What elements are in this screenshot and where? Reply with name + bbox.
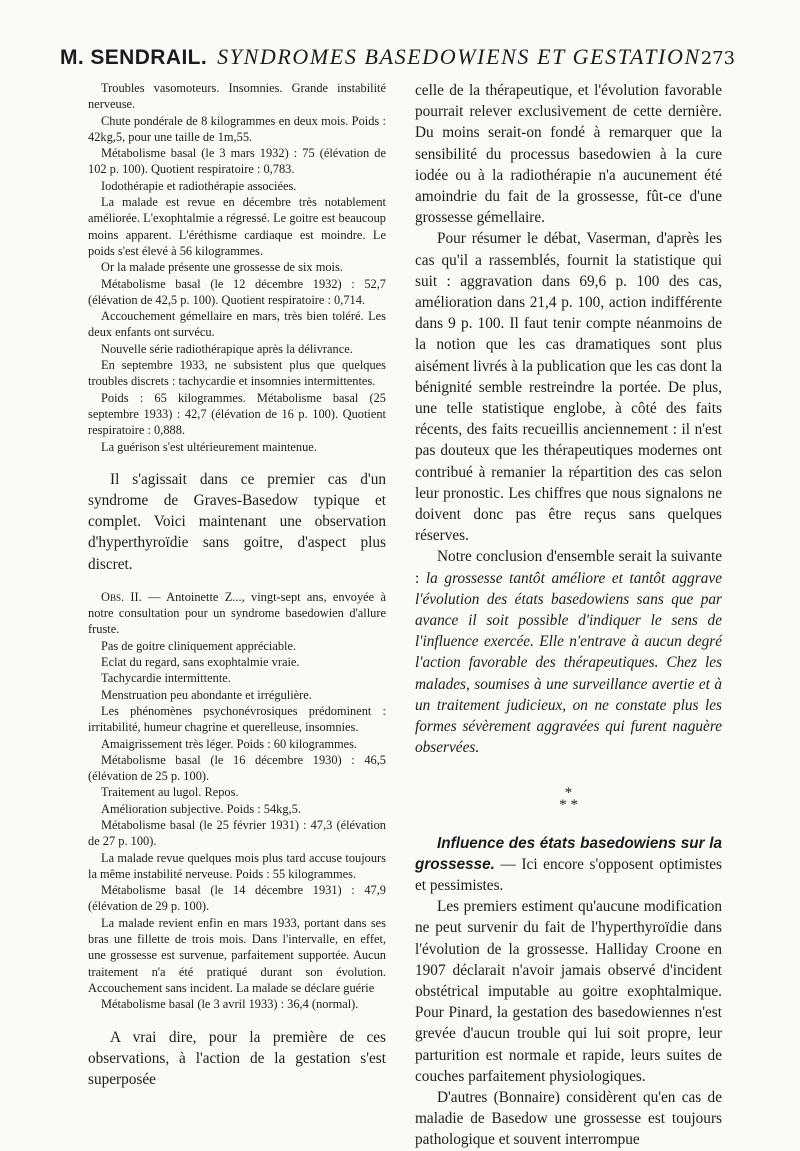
running-header [60, 44, 736, 76]
case-2-notes [88, 589, 386, 1013]
asterism-divider [415, 784, 722, 813]
transition-paragraph: Il s'agissait dans ce premier cas d'un syndrome de Graves-Basedow typique et complet. Voici maintenant une observation d'hyperthyroïdie sans goitre, d'aspect plus discret. [88, 470, 386, 573]
left-column [88, 80, 386, 1090]
case-note: La malade revient enfin en mars 1933, portant dans ses bras une fillette de trois mois. Dans l'intervalle, en effet, une grossesse est survenue, parfaitement supportée. Aucun traitement n'a été pratiqué durant son évolution. Accouchement sans incident. La malade se déclare guérie [88, 915, 386, 995]
asterism-top: * [564, 784, 573, 801]
case-note: Chute pondérale de 8 kilogrammes en deux mois. Poids : 42kg,5, pour une taille de 1m,55. [88, 113, 386, 144]
case-note: Menstruation peu abondante et irrégulière. [101, 687, 312, 702]
case-note: Eclat du regard, sans exophtalmie vraie. [101, 655, 300, 670]
conclusion-italic: la grossesse tantôt améliore et tantôt aggrave l'évolution des états basedowiens sans que par avance il soit possible d'indiquer le sens de l'influence exercée. Elle n'entrave à aucun degré l'action favorable des thérapeutiques. Chez les malades, soumises à une surveillance avertie et à un traitement judicieux, on ne constate plus les formes sévèrement aggravées qui furent naguère observées. [415, 569, 723, 757]
header-title: SYNDROMES BASEDOWIENS ET GESTATION [217, 44, 701, 69]
page-number: 273 [700, 48, 736, 69]
closing-paragraph: A vrai dire, pour la première de ces observations, à l'action de la gestation s'est superposée [88, 1028, 386, 1088]
case-note: Tachycardie intermittente. [101, 671, 231, 686]
case-note: Amaigrissement très léger. Poids : 60 kilogrammes. [101, 736, 358, 751]
case-note: La malade revue quelques mois plus tard accuse toujours la même instabilité nerveuse. Poids : 55 kilogrammes. [88, 850, 386, 881]
case-note: La guérison s'est ultérieurement maintenue. [101, 439, 317, 454]
case-note: Troubles vasomoteurs. Insomnies. Grande instabilité nerveuse. [88, 81, 386, 112]
case-note: Métabolisme basal (le 3 avril 1933) : 36,4 (normal). [101, 997, 359, 1012]
case-note: Poids : 65 kilogrammes. Métabolisme basal (25 septembre 1933) : 42,7 (élévation de 16 p. 100). Quotient respiratoire : 0,888. [88, 390, 386, 438]
case-note: Métabolisme basal (le 12 décembre 1932) : 52,7 (élévation de 42,5 p. 100). Quotient respiratoire : 0,714. [88, 276, 386, 307]
case-note: Métabolisme basal (le 25 février 1931) : 47,3 (élévation de 27 p. 100). [88, 818, 386, 849]
case-note: Métabolisme basal (le 3 mars 1932) : 75 (élévation de 102 p. 100). Quotient respiratoire : 0,783. [88, 146, 386, 177]
header-author: M. SENDRAIL. [60, 46, 208, 69]
case-note: Or la malade présente une grossesse de six mois. [101, 260, 343, 275]
section-paragraph [415, 833, 722, 897]
case-note: Accouchement gémellaire en mars, très bien toléré. Les deux enfants ont survécu. [88, 309, 386, 340]
section-title: Influence des états basedowiens sur la grossesse. [415, 834, 722, 873]
case-note: Les phénomènes psychonévrosiques prédominent : irritabilité, humeur chagrine et querelleuse, insomnies. [88, 703, 386, 735]
case-note: Métabolisme basal (le 14 décembre 1931) : 47,9 (élévation de 29 p. 100). [88, 883, 386, 914]
conclusion-lead: Notre conclusion d'ensemble serait la suivante : [415, 548, 722, 587]
case-note: Métabolisme basal (le 16 décembre 1930) : 46,5 (élévation de 25 p. 100). [88, 752, 386, 784]
continued-paragraph: celle de la thérapeutique, et l'évolution favorable pourrait relever exclusivement de cette dernière. Du moins serait-on fondé à remarquer que la sensibilité du processus basedowien à la cure iodée ou à la radiothérapie n'a aucunement été amoindrie du fait de la grossesse, fût-ce d'une grossesse gémellaire. [415, 82, 722, 227]
optimists-paragraph: Les premiers estiment qu'aucune modification ne peut survenir du fait de l'hyperthyroïdie dans l'évolution de la grossesse. Halliday Croone en 1907 déclarait n'avoir jamais observé d'incident obstétrical imputable au goitre exophtalmique. Pour Pinard, la gestation des basedowiennes n'est grevée d'aucun trouble qui lui soit propre, leur parturition est normale et rapide, leurs suites de couches parfaitement physiologiques. [415, 898, 722, 1085]
right-column [415, 80, 722, 1151]
case-note: En septembre 1933, ne subsistent plus que quelques troubles discrets : tachycardie et insomnies intermittentes. [88, 358, 386, 389]
case-note: La malade est revue en décembre très notablement améliorée. L'exophtalmie a régressé. Le goitre est beaucoup moins apparent. L'éréthisme cardiaque est moindre. Le poids s'est élevé à 56 kilogrammes. [88, 195, 386, 258]
observation-intro-text: — Antoinette Z..., vingt-sept ans, envoyée à notre consultation pour un syndrome basedowien d'allure fruste. [88, 589, 386, 637]
conclusion-paragraph [415, 546, 722, 758]
case-1-notes [88, 80, 386, 455]
case-note: Nouvelle série radiothérapique après la délivrance. [101, 341, 353, 356]
case-note: Iodothérapie et radiothérapie associées. [101, 178, 297, 193]
observation-label: Obs. II. [101, 589, 142, 604]
case-note: Amélioration subjective. Poids : 54kg,5. [101, 801, 301, 816]
observation-2-intro [88, 589, 386, 638]
asterism-bottom: * * [559, 796, 578, 813]
pessimists-paragraph: D'autres (Bonnaire) considèrent qu'en cas de maladie de Basedow une grossesse est toujours pathologique et souvent interrompue [415, 1088, 722, 1149]
case-note: Pas de goitre cliniquement appréciable. [101, 638, 297, 653]
section-text: — Ici encore s'opposent optimistes et pessimistes. [415, 855, 722, 894]
statistics-paragraph: Pour résumer le débat, Vaserman, d'après les cas qu'il a rassemblés, fournit la statistique qui suit : aggravation dans 69,6 p. 100 des cas, amélioration dans 21,4 p. 100, action indifférente dans 9 p. 100. Il faut tenir compte néanmoins de la notion que les cas dramatiques sont plus aisément livrés à la publication que les cas dont la bénignité semble restreindre la portée. De plus, une telle statistique englobe, à côté des faits récents, des faits recueillis anciennement : il n'est pas douteux que les thérapeutiques modernes ont contribué à remanier la répartition des cas selon leur pronostic. Les chiffres que nous signalons ne doivent donc pas être reçus sans quelques réserves. [415, 230, 722, 545]
case-note: Traitement au lugol. Repos. [101, 785, 239, 800]
